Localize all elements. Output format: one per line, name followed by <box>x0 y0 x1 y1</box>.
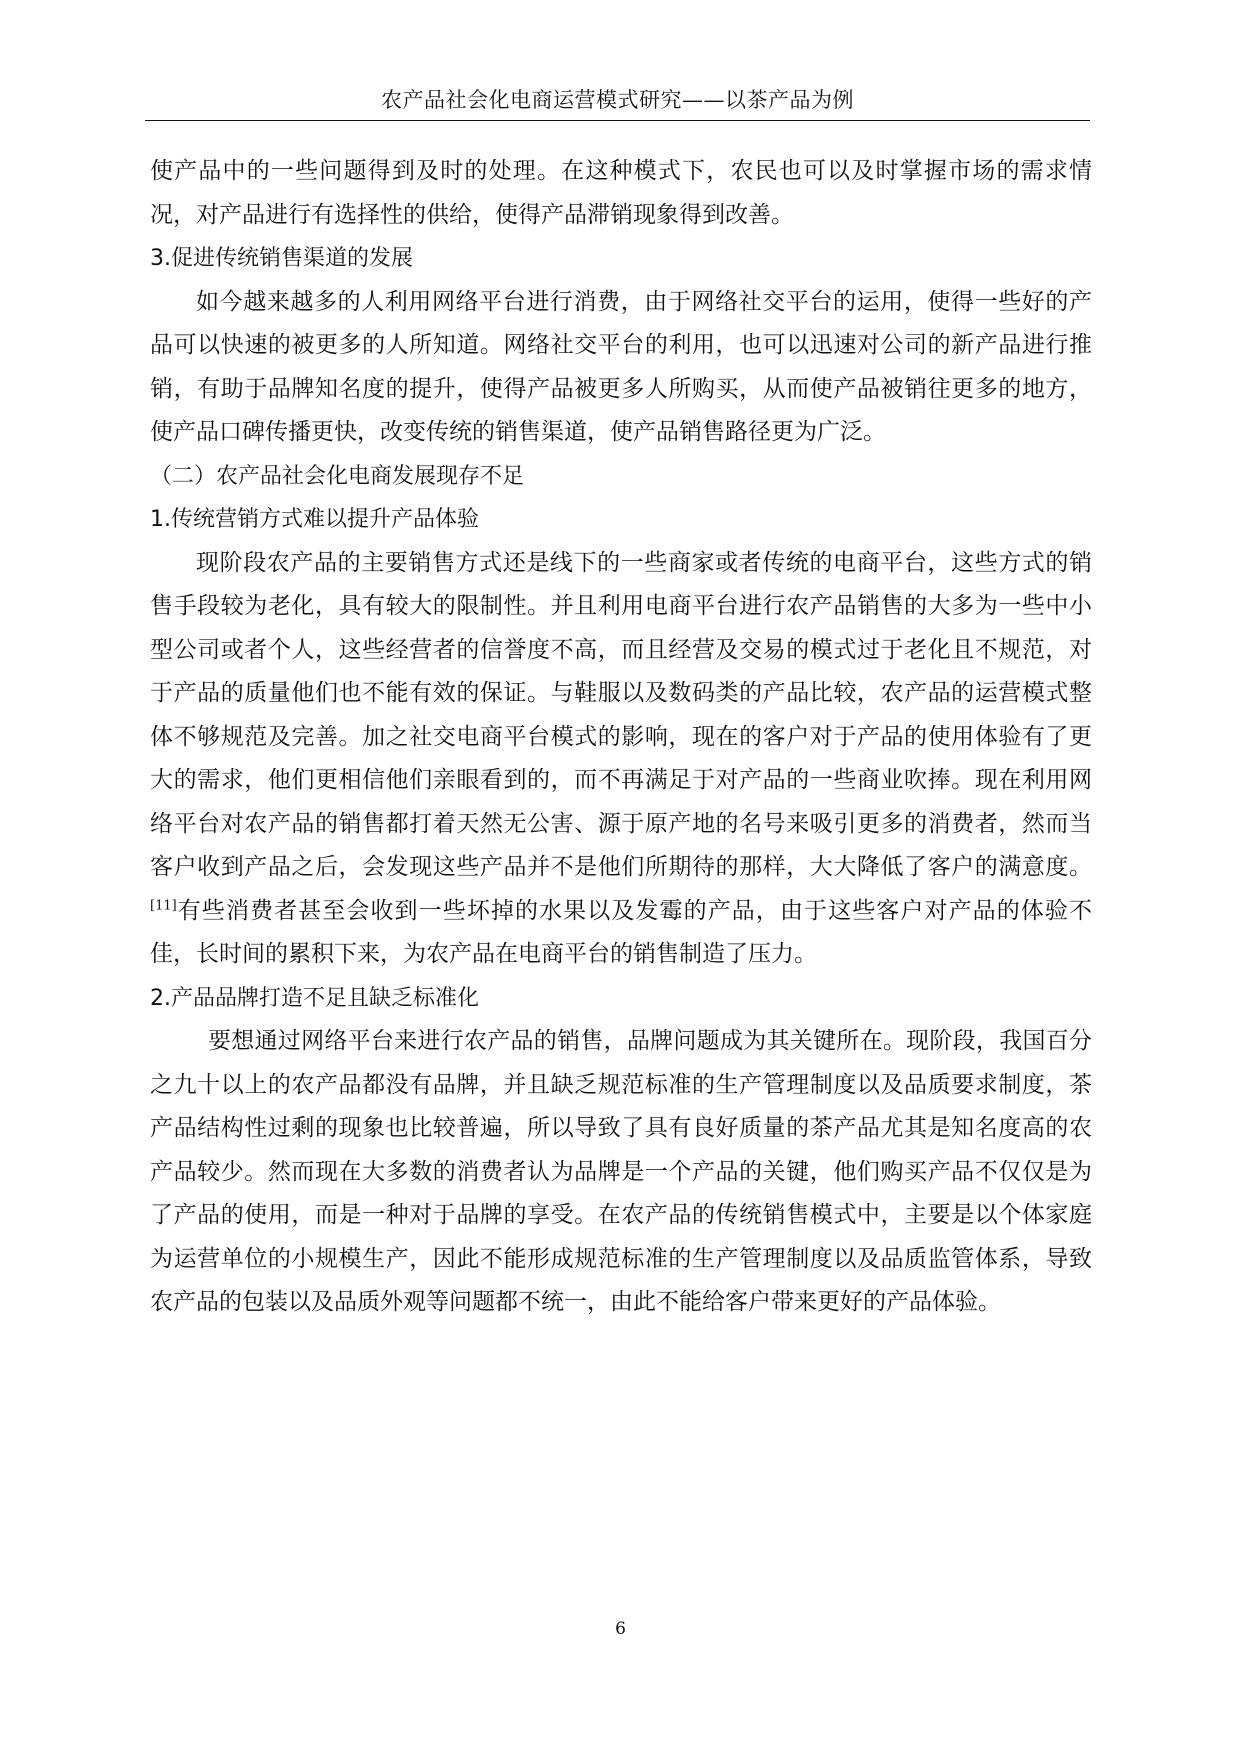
paragraph-marketing-text-b: 有些消费者甚至会收到一些坏掉的水果以及发霉的产品，由于这些客户对产品的体验不佳，长时间的累积下来，为农产品在电商平台的销售制造了压力。 <box>150 897 1092 967</box>
paragraph-sales-channels: 如今越来越多的人利用网络平台进行消费，由于网络社交平台的运用，使得一些好的产品可以快速的被更多的人所知道。网络社交平台的利用，也可以迅速对公司的新产品进行推销，有助于品牌知名度的提升，使得产品被更多人所购买，从而使产品被销往更多的地方，使产品口碑传播更快，改变传统的销售渠道，使产品销售路径更为广泛。 <box>150 288 1092 445</box>
running-header: 农产品社会化电商运营模式研究——以茶产品为例 <box>381 88 854 112</box>
paragraph-marketing <box>150 542 1092 977</box>
page-body <box>150 150 1092 1325</box>
section-heading-2: 2.产品品牌打造不足且缺乏标准化 <box>150 985 479 1011</box>
paragraph-branding: 要想通过网络平台来进行农产品的销售，品牌问题成为其关键所在。现阶段，我国百分之九十以上的农产品都没有品牌，并且缺乏规范标准的生产管理制度以及品质要求制度，茶产品结构性过剩的现象也比较普遍，所以导致了具有良好质量的茶产品尤其是知名度高的农产品较少。然而现在大多数的消费者认为品牌是一个产品的关键，他们购买产品不仅仅是为了产品的使用，而是一种对于品牌的享受。在农产品的传统销售模式中，主要是以个体家庭为运营单位的小规模生产，因此不能形成规范标准的生产管理制度以及品质监管体系，导致农产品的包装以及品质外观等问题都不统一，由此不能给客户带来更好的产品体验。 <box>150 1028 1092 1315</box>
header-divider <box>145 120 1090 121</box>
page-number: 6 <box>615 1619 626 1639</box>
section-heading-3: 3.促进传统销售渠道的发展 <box>150 246 413 271</box>
section-heading-1: 1.传统营销方式难以提升产品体验 <box>150 507 479 532</box>
paragraph-marketing-text-a: 现阶段农产品的主要销售方式还是线下的一些商家或者传统的电商平台，这些方式的销售手段较为老化，具有较大的限制性。并且利用电商平台进行农产品销售的大多为一些中小型公司或者个人，这些经营者的信誉度不高，而且经营及交易的模式过于老化且不规范，对于产品的质量他们也不能有效的保证。与鞋服以及数码类的产品比较，农产品的运营模式整体不够规范及完善。加之社交电商平台模式的影响，现在的客户对于产品的使用体验有了更大的需求，他们更相信他们亲眼看到的，而不再满足于对产品的一些商业吹捧。现在利用网络平台对农产品的销售都打着天然无公害、源于原产地的名号来吸引更多的消费者，然而当客户收到产品之后，会发现这些产品并不是他们所期待的那样，大大降低了客户的满意度。 <box>150 549 1092 880</box>
paragraph-continued: 使产品中的一些问题得到及时的处理。在这种模式下，农民也可以及时掌握市场的需求情况，对产品进行有选择性的供给，使得产品滞销现象得到改善。 <box>150 158 1092 228</box>
citation-reference: [11] <box>150 897 177 913</box>
section-heading-part-2: （二）农产品社会化电商发展现存不足 <box>150 463 525 489</box>
